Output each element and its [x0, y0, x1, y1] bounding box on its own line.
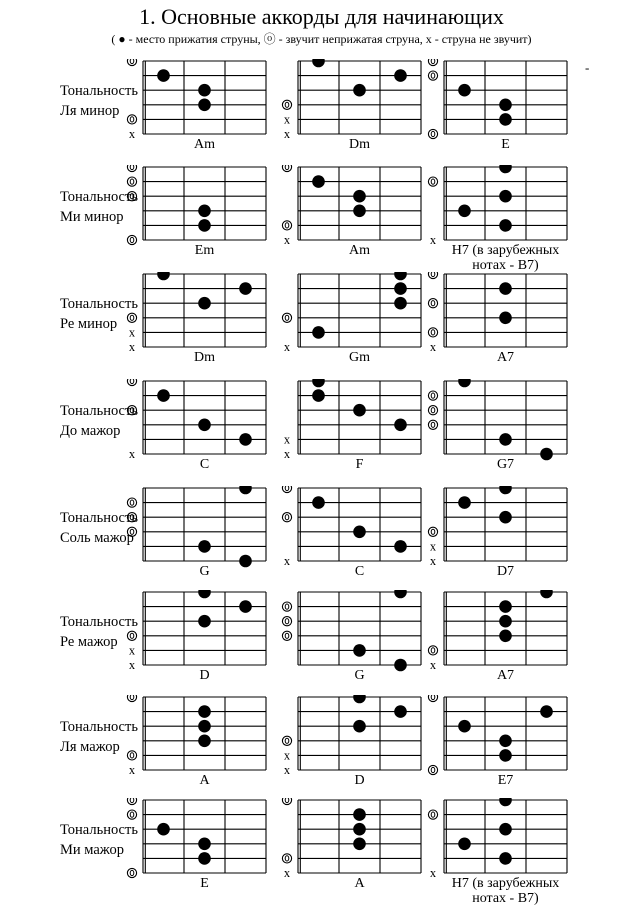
chord-row: [0, 695, 643, 801]
row-key-label-line: Тональность: [60, 822, 138, 838]
row-key-label-line: Ре минор: [60, 316, 118, 332]
chord-diagram: [420, 165, 643, 271]
chord-name-line: E7: [497, 773, 514, 788]
string-markers: [428, 810, 437, 880]
chord-diagram: [420, 695, 643, 801]
page-title: 1. Основные аккорды для начинающих: [139, 4, 504, 29]
finger-dots: [458, 379, 553, 460]
chord-diagram-svg: [420, 272, 600, 354]
chord-row: [0, 165, 643, 271]
legend: ( ● - место прижатия струны, ⓞ - звучит неприжатая струна, x - струна не звучит): [111, 32, 532, 46]
string-markers: [127, 313, 136, 354]
chord-name: [404, 457, 607, 472]
svg-text:x: x: [283, 432, 291, 447]
string-markers: [282, 736, 291, 777]
chord-diagram: [420, 59, 643, 165]
string-markers: [282, 486, 291, 568]
svg-text:x: x: [283, 866, 291, 880]
chord-name-line: E: [501, 137, 510, 152]
string-markers: [127, 59, 136, 141]
string-markers: [428, 59, 437, 139]
row-key-label-line: Соль мажор: [60, 530, 134, 546]
finger-dots: [312, 272, 407, 339]
svg-text:x: x: [128, 658, 136, 672]
svg-text:x: x: [128, 763, 136, 777]
string-markers: [282, 100, 291, 141]
row-key-label-line: Ля минор: [60, 103, 120, 119]
svg-text:x: x: [283, 127, 291, 141]
chord-name-line: A7: [496, 350, 515, 365]
svg-text:x: x: [283, 233, 291, 247]
chord-diagram-svg: [119, 486, 299, 568]
chord-name-line: A7: [496, 668, 515, 683]
row-key-label-line: До мажор: [60, 423, 121, 439]
svg-text:x: x: [283, 554, 291, 568]
chord-diagram-svg: [420, 486, 600, 568]
string-markers: [428, 177, 437, 247]
finger-dots: [198, 705, 211, 747]
string-markers: [428, 527, 437, 568]
string-markers: [127, 631, 136, 672]
chord-name-line: Dm: [349, 137, 370, 152]
string-markers: [127, 165, 136, 245]
chord-diagram: [420, 272, 643, 378]
chord-diagram: [420, 486, 643, 592]
svg-text:x: x: [128, 325, 136, 340]
chord-name-line: G7: [496, 457, 515, 472]
string-markers: [282, 313, 291, 354]
finger-dots: [198, 205, 211, 232]
chord-name-line: H7 (в зарубежных: [451, 243, 560, 258]
chord-diagram-svg: [119, 798, 299, 880]
chord-name-line: нотах - B7): [472, 891, 539, 906]
chord-diagram-svg: [420, 379, 600, 461]
svg-text:x: x: [429, 554, 437, 568]
chord-name-line: F: [355, 457, 364, 472]
chord-name-line: A: [354, 876, 365, 891]
chord-name-line: C: [199, 457, 210, 472]
chord-name: [404, 564, 607, 579]
chord-diagram-svg: [420, 59, 600, 141]
chord-name: [404, 350, 607, 365]
chord-row: [0, 590, 643, 696]
finger-dots: [458, 705, 553, 761]
row-key-label-line: Тональность: [60, 614, 138, 630]
svg-text:x: x: [429, 658, 437, 672]
finger-dots: [312, 59, 407, 97]
chord-name-line: C: [354, 564, 365, 579]
chord-name-line: G: [199, 564, 210, 579]
finger-dots: [353, 808, 366, 850]
string-markers: [282, 602, 291, 640]
svg-text:x: x: [429, 866, 437, 880]
string-markers: [428, 391, 437, 429]
chord-diagram: [420, 590, 643, 696]
chord-diagram-svg: [119, 695, 299, 777]
chord-diagram-svg: [420, 590, 600, 672]
chord-diagram: [420, 798, 643, 904]
finger-dots: [312, 496, 407, 552]
svg-text:x: x: [128, 127, 136, 141]
chord-name: [404, 668, 607, 683]
finger-dots: [312, 379, 407, 431]
finger-dots: [157, 389, 252, 445]
chord-row: [0, 272, 643, 378]
chord-diagram-svg: [119, 59, 299, 141]
chord-name: [404, 243, 607, 273]
chord-name-line: D7: [496, 564, 515, 579]
chord-diagram-svg: [119, 272, 299, 354]
string-markers: [428, 695, 437, 775]
chord-name-line: D: [354, 773, 365, 788]
string-markers: [127, 379, 136, 461]
chord-diagram-svg: [420, 165, 600, 247]
finger-dots: [157, 272, 252, 310]
chord-diagram-svg: [119, 379, 299, 461]
chord-name-line: Am: [194, 137, 215, 152]
svg-text:x: x: [283, 340, 291, 354]
chord-name-line: нотах - B7): [472, 258, 539, 273]
string-markers: [127, 498, 136, 536]
chord-name: [404, 137, 607, 152]
chord-name: [404, 773, 607, 788]
chord-diagram: [420, 379, 643, 485]
chord-diagram-svg: [119, 165, 299, 247]
row-key-label-line: Ля мажор: [60, 739, 120, 755]
string-markers: [282, 165, 291, 247]
chord-name-line: Gm: [349, 350, 370, 365]
chord-diagram-svg: [420, 798, 600, 880]
svg-text:x: x: [283, 447, 291, 461]
svg-text:x: x: [429, 233, 437, 247]
row-key-label-line: Тональность: [60, 510, 138, 526]
row-key-label-line: Тональность: [60, 189, 138, 205]
chord-row: [0, 379, 643, 485]
svg-text:x: x: [429, 539, 437, 554]
row-key-label-line: Тональность: [60, 83, 138, 99]
chord-name-line: Am: [349, 243, 370, 258]
row-key-label-line: Тональность: [60, 403, 138, 419]
chord-name-line: E: [200, 876, 209, 891]
svg-text:x: x: [128, 643, 136, 658]
chord-name-line: D: [199, 668, 210, 683]
row-key-label-line: Ми минор: [60, 209, 124, 225]
chord-row: [0, 59, 643, 165]
svg-text:x: x: [128, 340, 136, 354]
svg-text:x: x: [429, 340, 437, 354]
string-markers: [428, 272, 437, 354]
chord-name-line: Dm: [194, 350, 215, 365]
chord-name-line: H7 (в зарубежных: [451, 876, 560, 891]
chord-name-line: Em: [194, 243, 215, 258]
stray-dash-mark: -: [585, 60, 590, 75]
chord-diagram-svg: [420, 695, 600, 777]
svg-text:x: x: [128, 447, 136, 461]
svg-text:x: x: [283, 112, 291, 127]
chord-row: [0, 798, 643, 904]
chord-name-line: G: [354, 668, 365, 683]
row-key-label-line: Тональность: [60, 719, 138, 735]
string-markers: [282, 798, 291, 880]
svg-text:x: x: [283, 763, 291, 777]
chord-row: [0, 486, 643, 592]
row-key-label-line: Тональность: [60, 296, 138, 312]
row-key-label-line: Ре мажор: [60, 634, 118, 650]
row-key-label-line: Ми мажор: [60, 842, 124, 858]
svg-text:x: x: [283, 748, 291, 763]
chord-name: [404, 876, 607, 906]
chord-name-line: A: [199, 773, 210, 788]
string-markers: [127, 798, 136, 878]
chord-diagram-svg: [119, 590, 299, 672]
string-markers: [127, 695, 136, 777]
